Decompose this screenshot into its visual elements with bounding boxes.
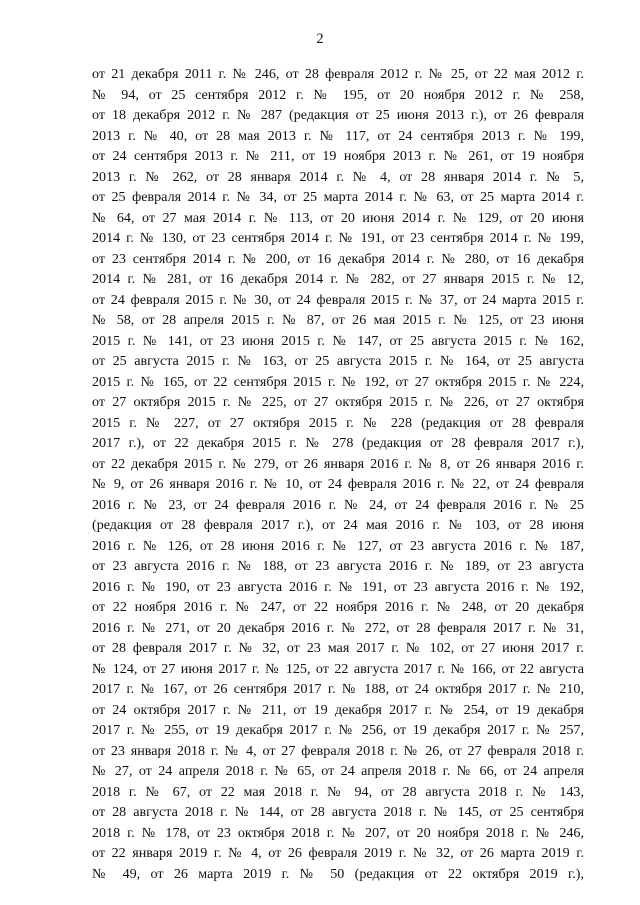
text-line: 2016 г. № 23, от 24 февраля 2016 г. № 24, от 24 февраля 2016 г. № 25 <box>92 496 584 513</box>
text-line: 2014 г. № 130, от 23 сентября 2014 г. № 191, от 23 сентября 2014 г. № 199, <box>92 230 584 246</box>
text-line: от 28 февраля 2017 г. № 32, от 23 мая 2017 г. № 102, от 27 июня 2017 г. <box>92 640 584 656</box>
text-line: № 124, от 27 июня 2017 г. № 125, от 22 августа 2017 г. № 166, от 22 августа <box>92 660 584 677</box>
text-line: от 23 августа 2016 г. № 188, от 23 августа 2016 г. № 189, от 23 августа <box>92 558 584 574</box>
text-line: от 24 февраля 2015 г. № 30, от 24 февраля 2015 г. № 37, от 24 марта 2015 г. <box>92 291 584 308</box>
text-line: № 9, от 26 января 2016 г. № 10, от 24 февраля 2016 г. № 22, от 24 февраля <box>92 476 584 492</box>
text-line: от 24 октября 2017 г. № 211, от 19 декабря 2017 г. № 254, от 19 декабря <box>92 701 584 718</box>
text-line: 2016 г. № 190, от 23 августа 2016 г. № 191, от 23 августа 2016 г. № 192, <box>92 578 584 595</box>
text-line: № 94, от 25 сентября 2012 г. № 195, от 20 ноября 2012 г. № 258, <box>92 86 584 103</box>
text-line: 2018 г. № 178, от 23 октября 2018 г. № 207, от 20 ноября 2018 г. № 246, <box>92 824 584 841</box>
text-line: от 25 февраля 2014 г. № 34, от 25 марта 2014 г. № 63, от 25 марта 2014 г. <box>92 189 584 205</box>
text-line: от 22 декабря 2015 г. № 279, от 26 января 2016 г. № 8, от 26 января 2016 г. <box>92 455 584 472</box>
text-line: 2017 г. № 255, от 19 декабря 2017 г. № 256, от 19 декабря 2017 г. № 257, <box>92 722 584 738</box>
text-line: № 27, от 24 апреля 2018 г. № 65, от 24 апреля 2018 г. № 66, от 24 апреля <box>92 763 584 779</box>
text-line: 2013 г. № 40, от 28 мая 2013 г. № 117, от 24 сентября 2013 г. № 199, <box>92 127 584 144</box>
text-line: от 23 сентября 2014 г. № 200, от 16 декабря 2014 г. № 280, от 16 декабря <box>92 250 584 267</box>
text-line: 2017 г. № 167, от 26 сентября 2017 г. № 188, от 24 октября 2017 г. № 210, <box>92 681 584 697</box>
text-line: 2017 г.), от 22 декабря 2015 г. № 278 (редакция от 28 февраля 2017 г.), <box>92 435 584 451</box>
text-line: от 27 октября 2015 г. № 225, от 27 октября 2015 г. № 226, от 27 октября <box>92 394 584 410</box>
text-line: от 18 декабря 2012 г. № 287 (редакция от 25 июня 2013 г.), от 26 февраля <box>92 107 584 123</box>
text-line: от 23 января 2018 г. № 4, от 27 февраля 2018 г. № 26, от 27 февраля 2018 г. <box>92 742 584 759</box>
text-line: № 58, от 28 апреля 2015 г. № 87, от 26 мая 2015 г. № 125, от 23 июня <box>92 312 584 328</box>
page-number: 2 <box>316 31 324 47</box>
text-line: 2016 г. № 271, от 20 декабря 2016 г. № 272, от 28 февраля 2017 г. № 31, <box>92 619 584 636</box>
text-line: от 24 сентября 2013 г. № 211, от 19 ноября 2013 г. № 261, от 19 ноября <box>92 148 584 164</box>
text-line: от 21 декабря 2011 г. № 246, от 28 февраля 2012 г. № 25, от 22 мая 2012 г. <box>92 66 584 82</box>
text-line: от 22 января 2019 г. № 4, от 26 февраля 2019 г. № 32, от 26 марта 2019 г. <box>92 845 584 861</box>
text-line: 2015 г. № 141, от 23 июня 2015 г. № 147, от 25 августа 2015 г. № 162, <box>92 332 584 349</box>
text-line: 2013 г. № 262, от 28 января 2014 г. № 4, от 28 января 2014 г. № 5, <box>92 168 584 185</box>
text-line: от 22 ноября 2016 г. № 247, от 22 ноября 2016 г. № 248, от 20 декабря <box>92 599 584 615</box>
text-line: № 64, от 27 мая 2014 г. № 113, от 20 июня 2014 г. № 129, от 20 июня <box>92 209 584 226</box>
text-line: № 49, от 26 марта 2019 г. № 50 (редакция от 22 октября 2019 г.), <box>92 865 584 882</box>
text-line: 2015 г. № 227, от 27 октября 2015 г. № 228 (редакция от 28 февраля <box>92 414 584 431</box>
text-line: от 28 августа 2018 г. № 144, от 28 августа 2018 г. № 145, от 25 сентября <box>92 804 584 820</box>
text-line: 2014 г. № 281, от 16 декабря 2014 г. № 282, от 27 января 2015 г. № 12, <box>92 271 584 287</box>
body-text <box>92 64 584 884</box>
text-line: от 25 августа 2015 г. № 163, от 25 августа 2015 г. № 164, от 25 августа <box>92 353 584 369</box>
text-line: 2016 г. № 126, от 28 июня 2016 г. № 127, от 23 августа 2016 г. № 187, <box>92 537 584 554</box>
text-line: 2015 г. № 165, от 22 сентября 2015 г. № 192, от 27 октября 2015 г. № 224, <box>92 373 584 390</box>
text-line: (редакция от 28 февраля 2017 г.), от 24 мая 2016 г. № 103, от 28 июня <box>92 517 584 533</box>
text-line: 2018 г. № 67, от 22 мая 2018 г. № 94, от 28 августа 2018 г. № 143, <box>92 783 584 800</box>
